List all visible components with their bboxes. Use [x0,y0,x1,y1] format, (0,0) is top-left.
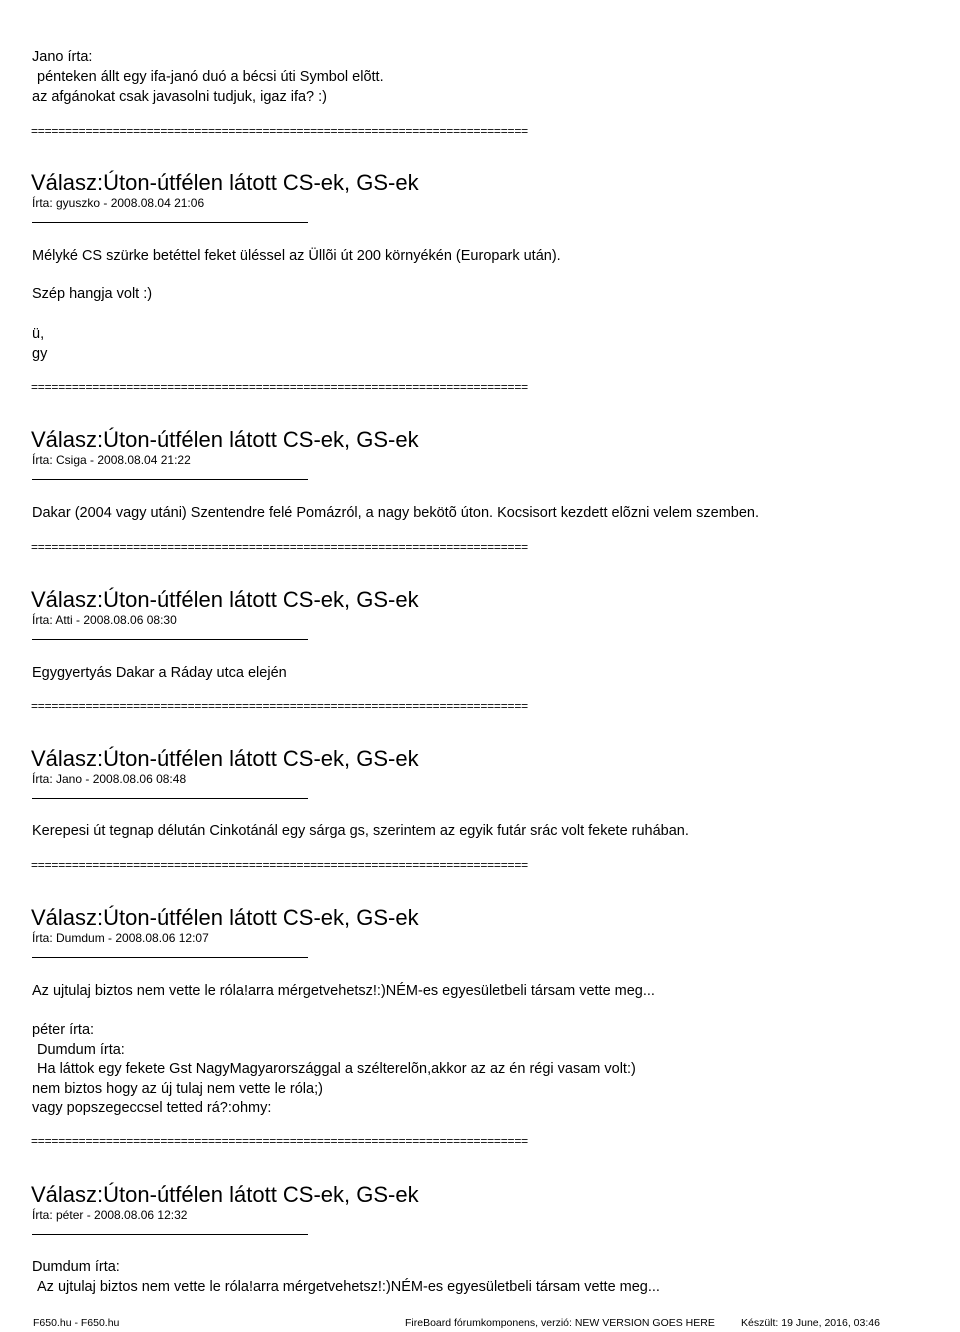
post-meta: Írta: Jano - 2008.08.06 08:48 [32,772,187,786]
quote-line: Az ujtulaj biztos nem vette le róla!arra mérgetvehetsz!:)NÉM-es egyesületbeli társam vette meg... [37,1279,660,1295]
quote-line: az afgánokat csak javasolni tudjuk, igaz ifa? :) [32,89,327,105]
post-title: Válasz:Úton-útfélen látott CS-ek, GS-ek [31,746,419,771]
quote-author: Dumdum írta: [37,1042,125,1058]
divider [32,1234,308,1235]
quote-author: Jano írta: [32,49,93,65]
post-title: Válasz:Úton-útfélen látott CS-ek, GS-ek [31,905,419,930]
post-body-line: Dakar (2004 vagy utáni) Szentendre felé Pomázról, a nagy bekötõ úton. Kocsisort kezdett elõzni velem szemben. [32,505,760,521]
separator: ========================================================================= [31,540,528,554]
footer-generated: Készült: 19 June, 2016, 03:46 [741,1317,880,1329]
footer-component: FireBoard fórumkomponens, verzió: NEW VERSION GOES HERE [405,1317,715,1329]
post-meta: Írta: gyuszko - 2008.08.04 21:06 [32,196,205,210]
divider [32,222,308,223]
quote-author: péter írta: [32,1022,95,1038]
post-body-line: ü, [32,326,45,342]
separator: ========================================================================= [31,858,528,872]
post-title: Válasz:Úton-útfélen látott CS-ek, GS-ek [31,587,419,612]
quote-line: vagy popszegeccsel tetted rá?:ohmy: [32,1100,272,1116]
post-title: Válasz:Úton-útfélen látott CS-ek, GS-ek [31,1182,419,1207]
separator: ========================================================================= [31,699,528,713]
post-meta: Írta: péter - 2008.08.06 12:32 [32,1208,188,1222]
quote-author: Dumdum írta: [32,1259,120,1275]
post-title: Válasz:Úton-útfélen látott CS-ek, GS-ek [31,170,419,195]
post-body-line: Kerepesi út tegnap délután Cinkotánál egy sárga gs, szerintem az egyik futár srác volt fekete ruhában. [32,823,689,839]
divider [32,639,308,640]
quote-line: pénteken állt egy ifa-janó duó a bécsi úti Symbol elõtt. [37,69,384,85]
divider [32,479,308,480]
post-meta: Írta: Dumdum - 2008.08.06 12:07 [32,931,209,945]
post-body-line: gy [32,346,48,362]
separator: ========================================================================= [31,1134,528,1148]
separator: ========================================================================= [31,380,528,394]
post-meta: Írta: Csiga - 2008.08.04 21:22 [32,453,191,467]
separator: ========================================================================= [31,124,528,138]
divider [32,798,308,799]
post-body-line: Az ujtulaj biztos nem vette le róla!arra mérgetvehetsz!:)NÉM-es egyesületbeli társam vette meg... [32,983,655,999]
post-meta: Írta: Atti - 2008.08.06 08:30 [32,613,177,627]
quote-line: nem biztos hogy az új tulaj nem vette le róla;) [32,1081,323,1097]
post-body-line: Mélyké CS szürke betéttel feket üléssel az Üllõi út 200 környékén (Europark után). [32,248,561,264]
post-body-line: Egygyertyás Dakar a Ráday utca elején [32,665,287,681]
post-body-line: Szép hangja volt :) [32,286,153,302]
quote-line: Ha láttok egy fekete Gst NagyMagyarországgal a szélterelõn,akkor az az én régi vasam volt:) [37,1061,636,1077]
divider [32,957,308,958]
footer-site: F650.hu - F650.hu [33,1317,120,1329]
post-title: Válasz:Úton-útfélen látott CS-ek, GS-ek [31,427,419,452]
